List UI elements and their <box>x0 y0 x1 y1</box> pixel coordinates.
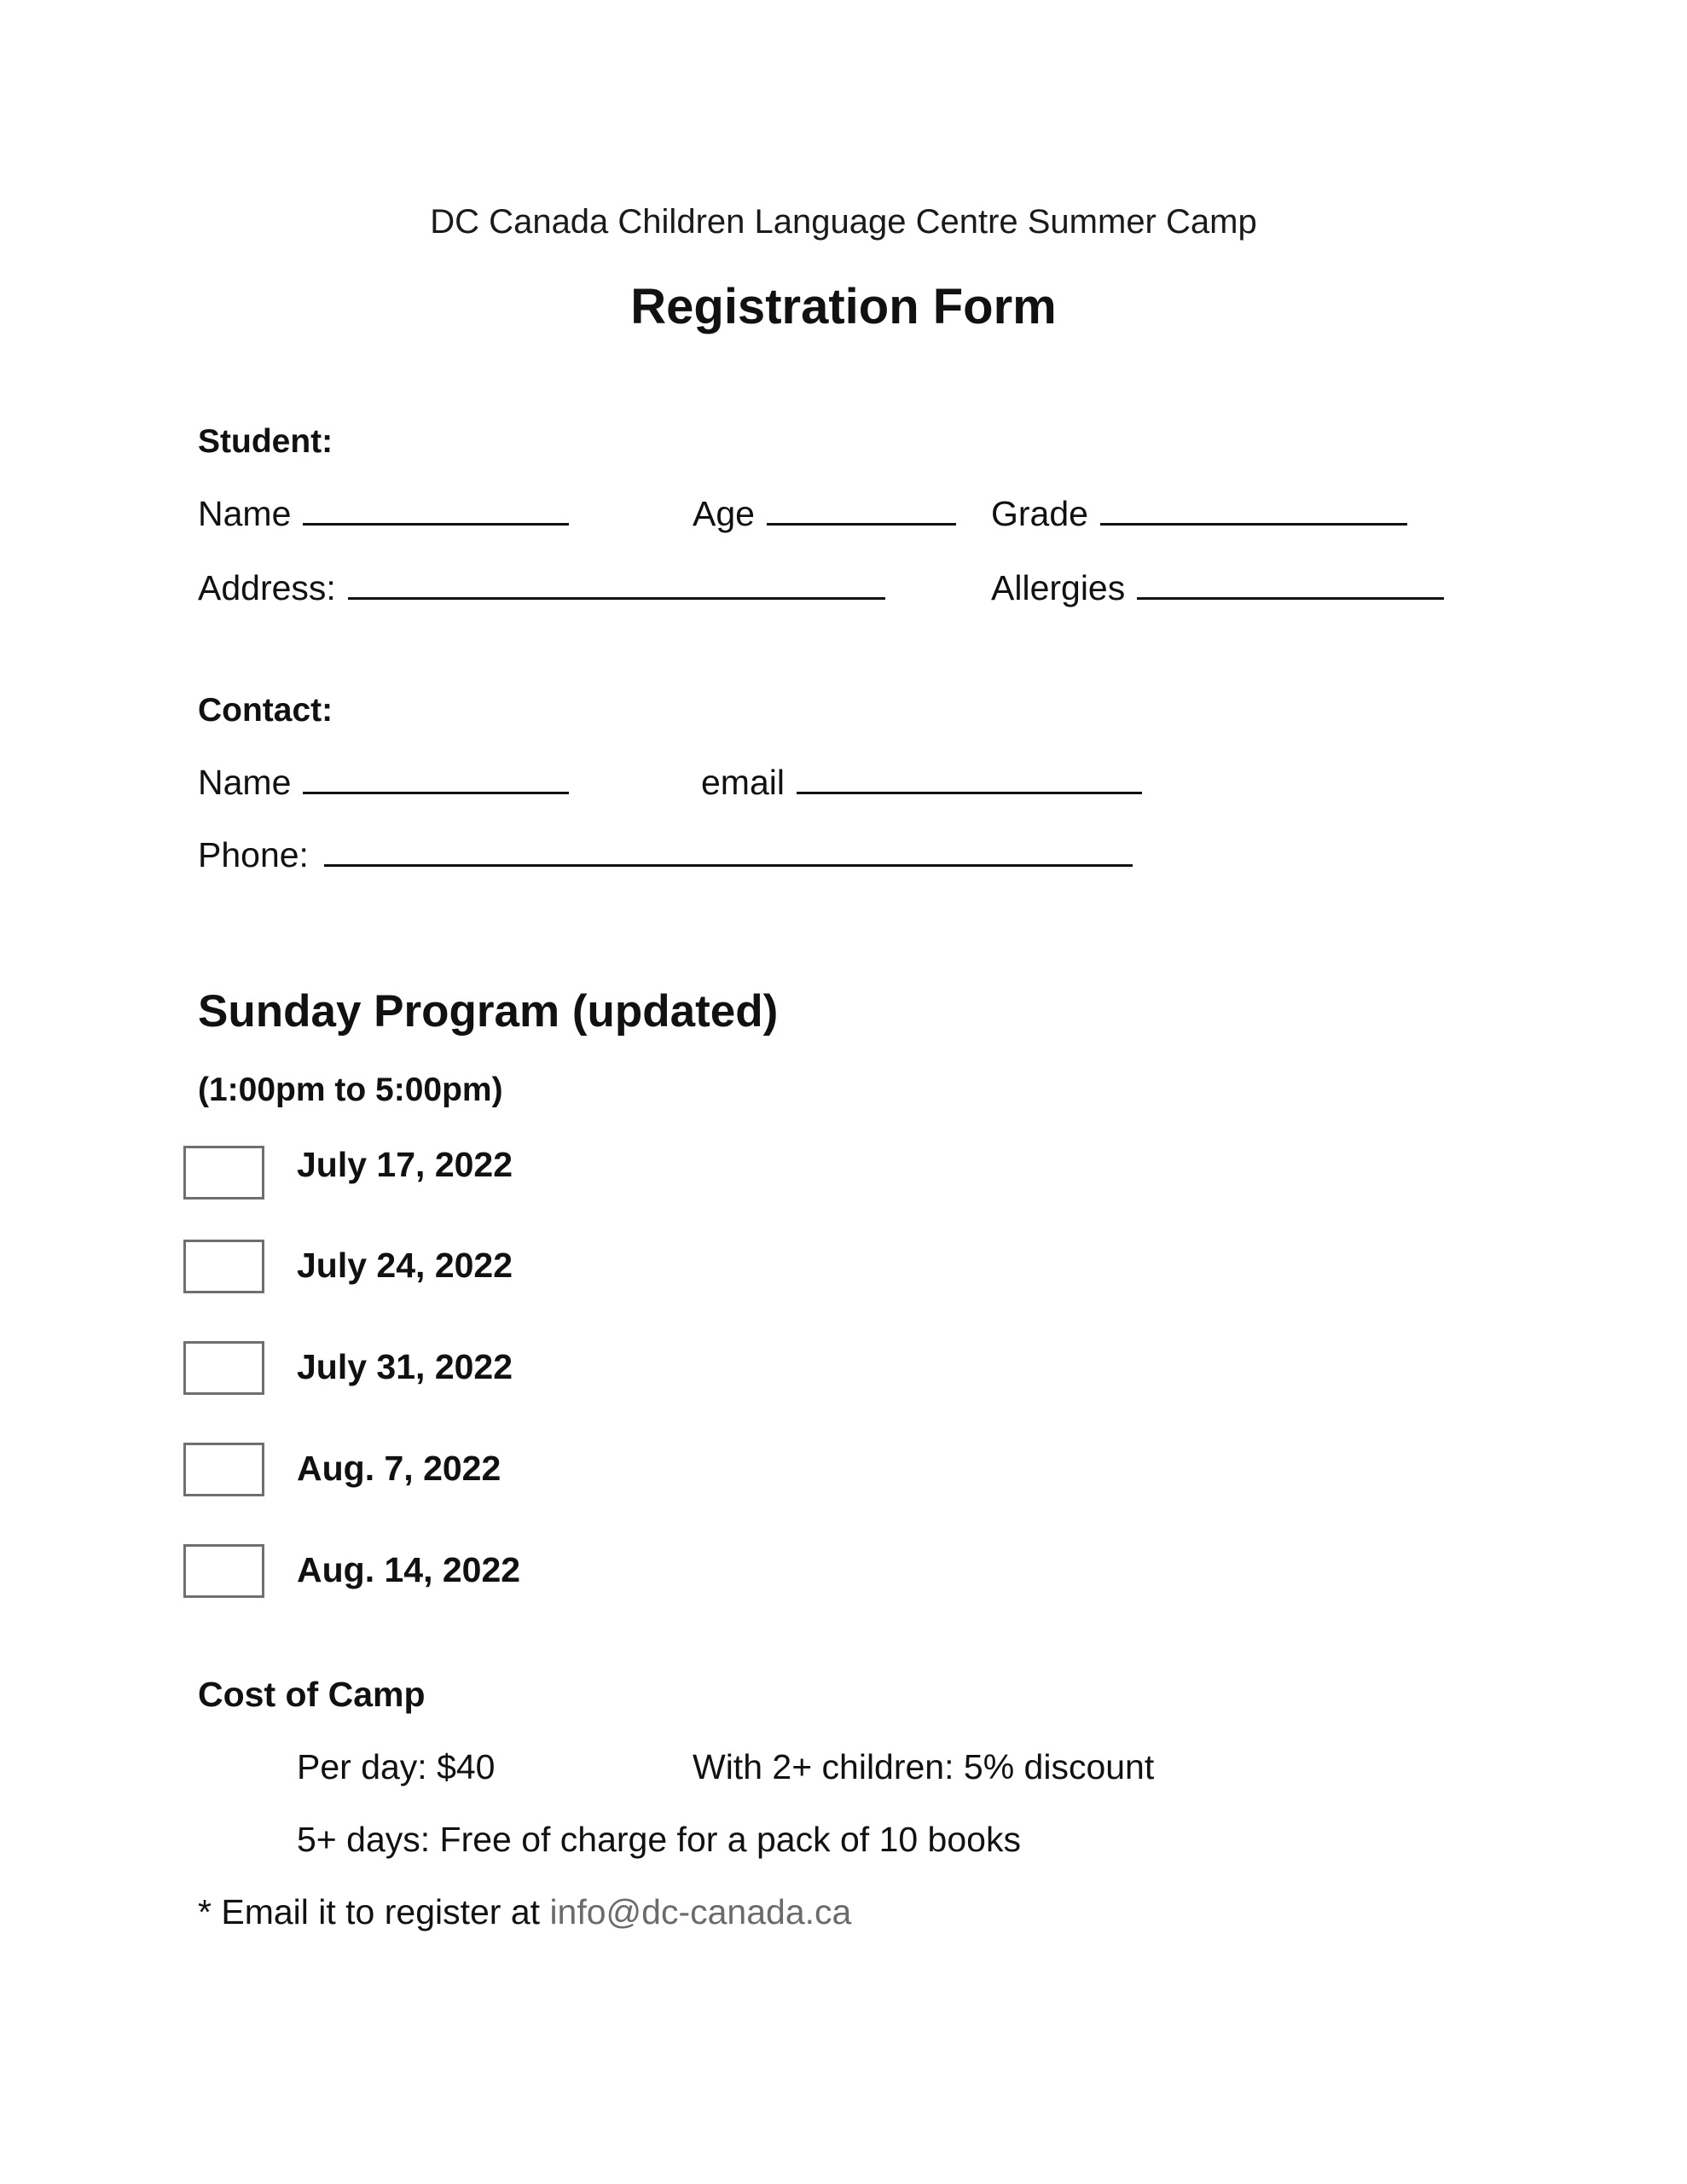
contact-section-label: Contact: <box>198 692 333 729</box>
register-note <box>198 1888 851 1936</box>
register-email-link[interactable]: info@dc-canada.ca <box>549 1892 852 1931</box>
date-checkbox-july-17[interactable] <box>183 1146 264 1199</box>
date-checkbox-aug-14[interactable] <box>183 1544 264 1598</box>
date-label-july-24: July 24, 2022 <box>297 1246 513 1285</box>
student-grade-field[interactable] <box>991 489 1407 537</box>
form-title: Registration Form <box>630 279 1057 334</box>
student-age-field[interactable] <box>693 489 956 537</box>
student-name-field[interactable] <box>198 489 569 537</box>
student-section-label: Student: <box>198 423 333 460</box>
student-grade-label: Grade <box>991 494 1088 533</box>
date-label-aug-14: Aug. 14, 2022 <box>297 1550 521 1589</box>
student-allergies-label: Allergies <box>991 568 1126 607</box>
program-title: Sunday Program (updated) <box>198 986 779 1037</box>
date-label-aug-7: Aug. 7, 2022 <box>297 1449 501 1488</box>
date-label-july-17: July 17, 2022 <box>297 1145 513 1184</box>
student-address-line[interactable] <box>348 563 885 600</box>
cost-books: 5+ days: Free of charge for a pack of 10 books <box>297 1820 1021 1859</box>
student-name-line[interactable] <box>303 489 569 526</box>
student-grade-line[interactable] <box>1100 489 1407 526</box>
student-name-label: Name <box>198 494 292 533</box>
date-label-july-31: July 31, 2022 <box>297 1347 513 1386</box>
date-checkbox-july-24[interactable] <box>183 1240 264 1293</box>
register-note-prefix: * Email it to register at <box>198 1892 550 1931</box>
contact-phone-label: Phone: <box>198 835 309 874</box>
student-allergies-line[interactable] <box>1137 563 1444 600</box>
student-age-label: Age <box>693 494 755 533</box>
date-checkbox-july-31[interactable] <box>183 1341 264 1395</box>
contact-name-label: Name <box>198 763 292 802</box>
student-address-field[interactable] <box>198 563 885 612</box>
contact-phone-line[interactable] <box>324 830 1133 867</box>
cost-title: Cost of Camp <box>198 1675 426 1714</box>
cost-discount: With 2+ children: 5% discount <box>693 1747 1155 1786</box>
student-address-label: Address: <box>198 568 336 607</box>
contact-name-line[interactable] <box>303 758 569 794</box>
student-age-line[interactable] <box>767 489 956 526</box>
form-subtitle: DC Canada Children Language Centre Summer Camp <box>430 203 1257 241</box>
contact-email-field[interactable] <box>701 758 1142 806</box>
student-allergies-field[interactable] <box>991 563 1444 612</box>
contact-phone-field[interactable] <box>198 830 1133 879</box>
contact-name-field[interactable] <box>198 758 569 806</box>
cost-per-day: Per day: $40 <box>297 1747 496 1786</box>
program-time: (1:00pm to 5:00pm) <box>198 1072 503 1108</box>
contact-email-line[interactable] <box>797 758 1142 794</box>
date-checkbox-aug-7[interactable] <box>183 1443 264 1496</box>
contact-email-label: email <box>701 763 785 802</box>
